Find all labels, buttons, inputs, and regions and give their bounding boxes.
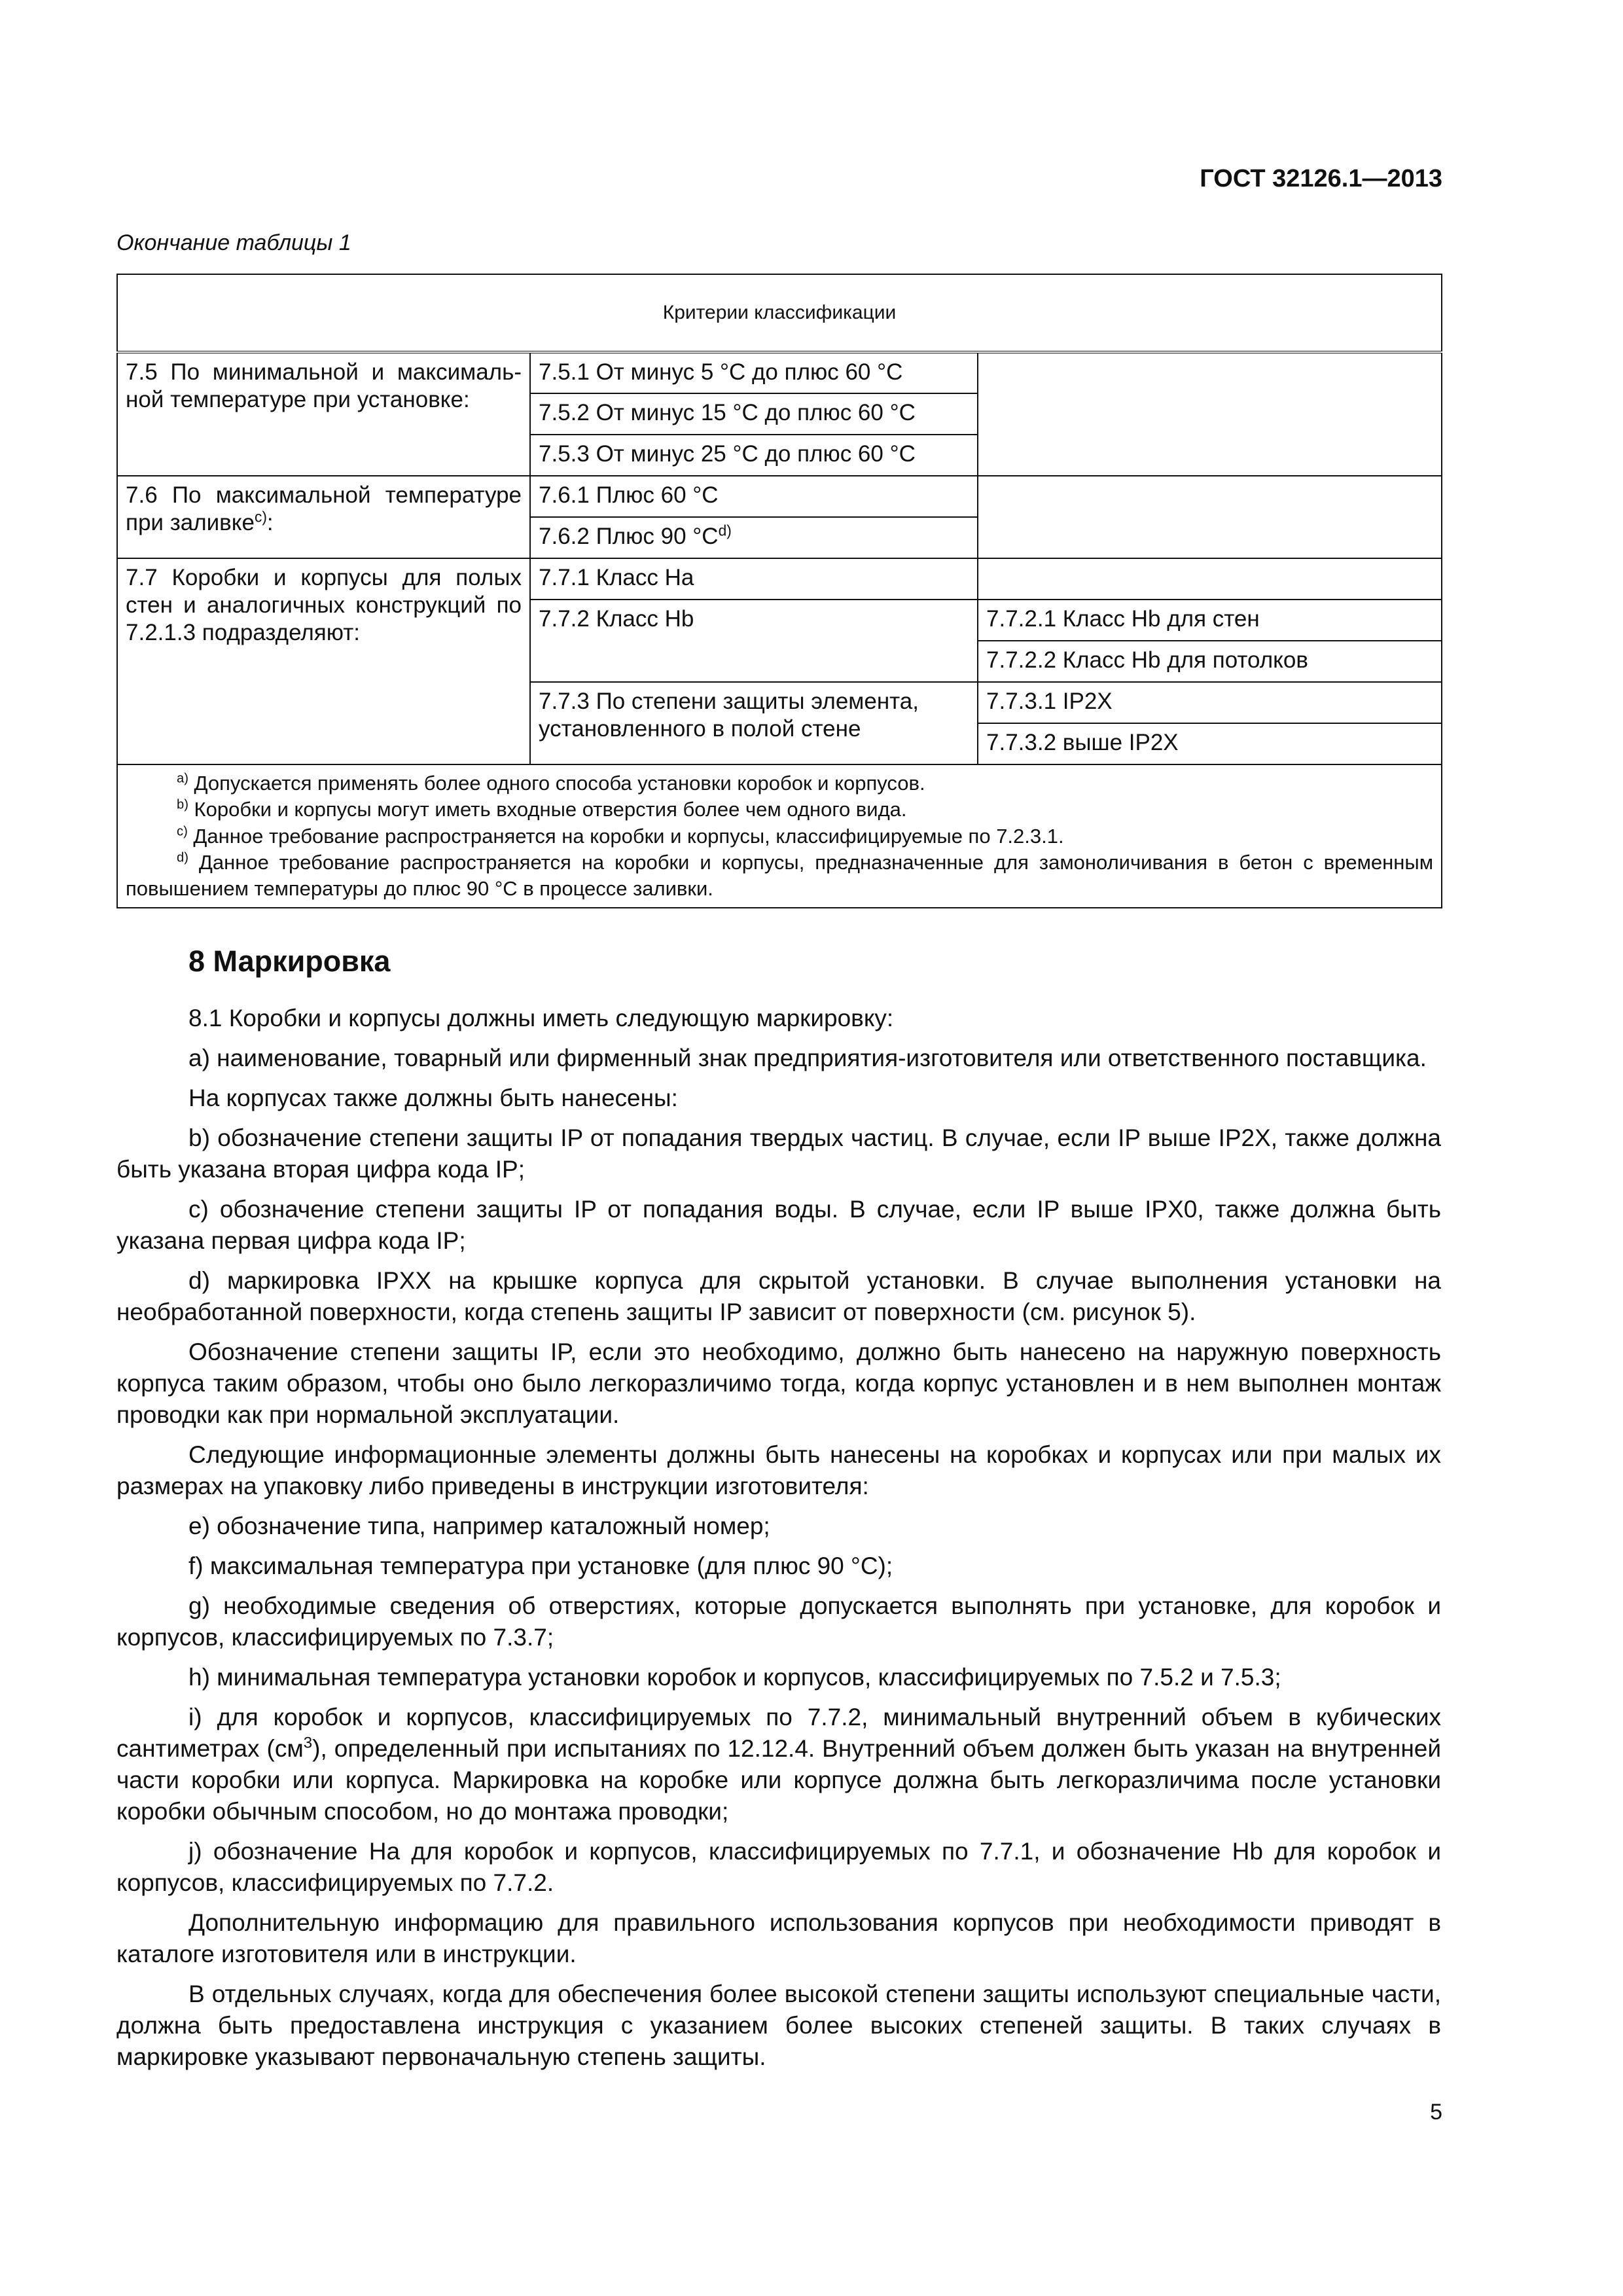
footnote (126, 797, 1433, 823)
paragraph: a) наименование, товарный или фирменный знак предприятия-изготовителя или ответственного поставщика. (188, 1045, 1427, 1071)
page-number: 5 (1430, 2100, 1442, 2125)
table-cell: 7.7.3 По степени защиты элемента, установленного в полой стене (530, 682, 978, 764)
paragraph: 8.1 Коробки и корпусы должны иметь следующую маркировку: (188, 1005, 894, 1031)
cell-text: 7.6.2 Плюс 90 °С (539, 524, 719, 549)
footnote-mark: d) (177, 850, 188, 865)
section-body (116, 1003, 1441, 2081)
paragraph (116, 1702, 1441, 1827)
paragraph: Дополнительную информацию для правильного использования корпусов при необходимости приводят в каталоге изготовителя или в инструкции. (116, 1909, 1441, 1967)
table-cell-group-7-7: 7.7 Коробки и корпусы для полых стен и аналогичных конструкций по 7.2.1.3 подразделяют: (117, 558, 530, 764)
paragraph-text: ), определенный при испытаниях по 12.12.4. Внутренний объем должен быть указан на внутренней части коробки или корпуса. Маркировка на коробке или корпусе должна быть легкоразличима после установки коробки обычным способом, но до монтажа проводки; (116, 1735, 1442, 1825)
table-cell: 7.5.2 От минус 15 °С до плюс 60 °С (530, 393, 978, 435)
paragraph: d) маркировка IPXX на крышке корпуса для скрытой установки. В случае выполнения установки на необработанной поверхности, когда степень защиты IP зависит от поверхности (см. рисунок 5). (116, 1267, 1441, 1325)
footnote-text: Данное требование распространяется на коробки и корпусы, предназначенные для замоноличивания в бетон с временным повышением температуры до плюс 90 °С в процессе заливки. (126, 850, 1434, 901)
table-cell: 7.7.2.2 Класс Hb для потолков (978, 641, 1442, 682)
table-cell: 7.6.1 Плюс 60 °С (530, 476, 978, 517)
paragraph: j) обозначение На для коробок и корпусов, классифицируемых по 7.7.1, и обозначение Hb для коробок и корпусов, классифицируемых по 7.7.2. (116, 1838, 1441, 1896)
table-notes (117, 764, 1442, 908)
table-cell-group-7-6 (117, 476, 530, 558)
footnote (126, 850, 1433, 903)
table-cell: 7.5.1 От минус 5 °С до плюс 60 °С (530, 352, 978, 393)
section-heading: 8 Маркировка (188, 944, 391, 978)
paragraph: В отдельных случаях, когда для обеспечения более высокой степени защиты используют специальные части, должна быть предоставлена инструкция с указанием более высоких степеней защиты. В таких случаях в маркировке указывают первоначальную степень защиты. (116, 1981, 1441, 2070)
paragraph: b) обозначение степени защиты IP от попадания твердых частиц. В случае, если IP выше IP2X, также должна быть указана вторая цифра кода IP; (116, 1124, 1441, 1183)
footnote-mark: b) (177, 797, 188, 812)
paragraph-text: i) для коробок и корпусов, классифицируемых по 7.7.2, минимальный внутренний объем в кубических сантиметрах (см (116, 1704, 1441, 1762)
footnote-text: Допускается применять более одного способа установки коробок и корпусов. (194, 772, 925, 795)
footnote-mark: a) (177, 771, 188, 786)
table-cell (530, 517, 978, 558)
footnote-text: Данное требование распространяется на коробки и корпусы, классифицируемые по 7.2.3.1. (193, 824, 1064, 848)
table-cell-empty (978, 352, 1442, 476)
table-cell: 7.7.1 Класс На (530, 558, 978, 600)
table-cell: 7.7.3.1 IP2X (978, 682, 1442, 723)
paragraph: c) обозначение степени защиты IP от попадания воды. В случае, если IP выше IPX0, также должна быть указана первая цифра кода IP; (116, 1196, 1441, 1254)
classification-table (116, 274, 1442, 908)
table-cell: 7.7.2.1 Класс Hb для стен (978, 600, 1442, 641)
footnote-mark: c) (177, 824, 188, 839)
table-cell-empty (978, 558, 1442, 600)
cell-text: 7.6 По максимальной температуре при заливке (126, 482, 522, 535)
superscript: 3 (303, 1734, 313, 1752)
footnote-mark: c) (254, 508, 267, 526)
table-header: Критерии классификации (117, 274, 1442, 352)
table-cell: 7.7.2 Класс Hb (530, 600, 978, 682)
footnote (126, 770, 1433, 797)
table-cell-group-7-5: 7.5 По минимальной и максималь-ной температуре при установке: (117, 352, 530, 476)
paragraph: Обозначение степени защиты IP, если это необходимо, должно быть нанесено на наружную поверхность корпуса таким образом, чтобы оно было легкоразличимо тогда, когда корпус установлен и в нем выполнен монтаж проводки как при нормальной эксплуатации. (116, 1338, 1441, 1428)
paragraph: На корпусах также должны быть нанесены: (188, 1085, 678, 1111)
table-cell: 7.5.3 От минус 25 °С до плюс 60 °С (530, 435, 978, 476)
footnote-text: Коробки и корпусы могут иметь входные отверстия более чем одного вида. (194, 798, 907, 821)
paragraph: h) минимальная температура установки коробок и корпусов, классифицируемых по 7.5.2 и 7.5.3; (188, 1664, 1281, 1691)
standard-id: ГОСТ 32126.1—2013 (1200, 165, 1442, 192)
cell-text: : (266, 510, 274, 535)
paragraph: Следующие информационные элементы должны быть нанесены на коробках и корпусах или при малых их размерах на упаковку либо приведены в инструкции изготовителя: (116, 1441, 1441, 1499)
paragraph: e) обозначение типа, например каталожный номер; (188, 1513, 770, 1539)
table-cell: 7.7.3.2 выше IP2X (978, 723, 1442, 764)
paragraph: f) максимальная температура при установке (для плюс 90 °С); (188, 1552, 893, 1579)
paragraph: g) необходимые сведения об отверстиях, которые допускается выполнять при установке, для коробок и корпусов, классифицируемых по 7.3.7; (116, 1592, 1441, 1651)
footnote (126, 823, 1433, 850)
table-caption: Окончание таблицы 1 (116, 230, 351, 255)
table-cell-empty (978, 476, 1442, 558)
footnote-mark: d) (718, 522, 732, 539)
